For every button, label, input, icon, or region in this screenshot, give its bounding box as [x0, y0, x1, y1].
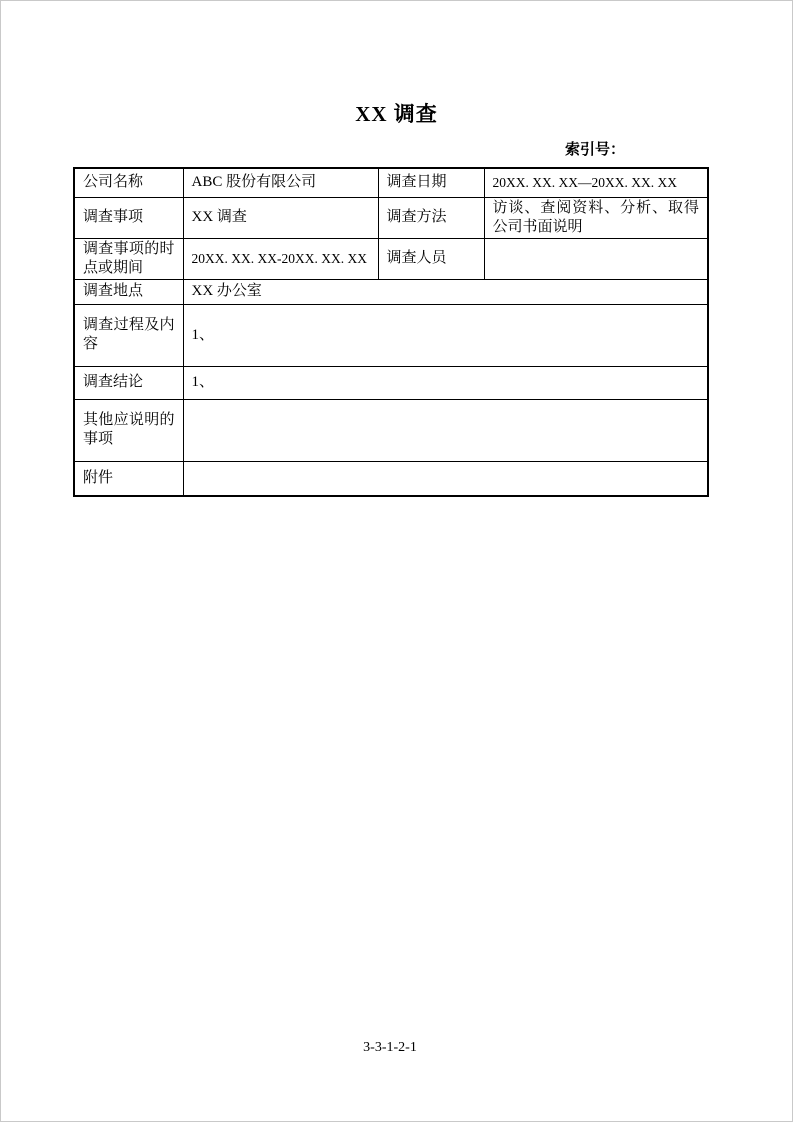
survey-matter-value: XX 调查	[183, 197, 378, 238]
index-number-label: 索引号：	[564, 142, 625, 158]
table-row	[74, 399, 708, 461]
survey-process-label: 调查过程及内容	[74, 304, 183, 366]
survey-date-value: 20XX. XX. XX—20XX. XX. XX	[484, 168, 708, 197]
document-title: XX 调查	[355, 102, 438, 126]
table-row	[74, 238, 708, 279]
table-row	[74, 366, 708, 399]
other-notes-value	[183, 399, 708, 461]
attachment-label: 附件	[74, 461, 183, 496]
investigation-form-table	[73, 167, 709, 497]
survey-period-value: 20XX. XX. XX-20XX. XX. XX	[183, 238, 378, 279]
table-row	[74, 461, 708, 496]
survey-date-label: 调查日期	[378, 168, 484, 197]
company-name-label: 公司名称	[74, 168, 183, 197]
table-row	[74, 168, 708, 197]
survey-staff-label: 调查人员	[378, 238, 484, 279]
survey-conclusion-value: 1、	[183, 366, 708, 399]
table-row	[74, 279, 708, 304]
table-row	[74, 304, 708, 366]
company-name-value: ABC 股份有限公司	[183, 168, 378, 197]
table-row	[74, 197, 708, 238]
survey-staff-value	[484, 238, 708, 279]
survey-period-label: 调查事项的时点或期间	[74, 238, 183, 279]
survey-matter-label: 调查事项	[74, 197, 183, 238]
survey-conclusion-label: 调查结论	[74, 366, 183, 399]
survey-method-value: 访谈、查阅资料、分析、取得公司书面说明	[484, 197, 708, 238]
survey-location-label: 调查地点	[74, 279, 183, 304]
page-number: 3-3-1-2-1	[363, 1040, 417, 1055]
survey-location-value: XX 办公室	[183, 279, 708, 304]
survey-process-value: 1、	[183, 304, 708, 366]
other-notes-label: 其他应说明的事项	[74, 399, 183, 461]
attachment-value	[183, 461, 708, 496]
survey-method-label: 调查方法	[378, 197, 484, 238]
